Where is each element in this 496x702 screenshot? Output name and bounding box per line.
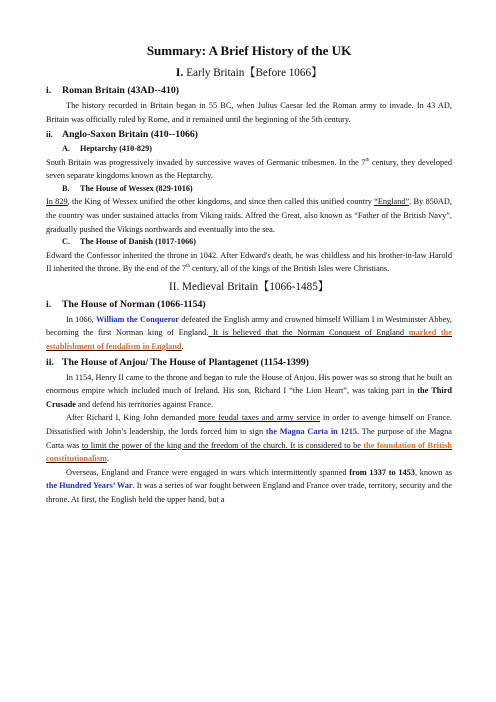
subsection-letter: A.	[62, 144, 70, 154]
section-title: The House of Norman (1066-1154)	[62, 298, 206, 310]
anjou-paragraph-3: Overseas, England and France were engaged in wars which intermittently spanned from 1337 to 1453, known as the Hundred Years’ War. It was a series of war fought between England and France over trade, territory, security and the throne. At first, the English held the upper hand, but a	[46, 467, 452, 504]
part-2-label: Medieval Britain【1066-1485】	[182, 280, 329, 293]
document-page	[46, 42, 452, 507]
section-norman-heading	[46, 297, 452, 312]
section-number: ii.	[46, 356, 54, 368]
section-title: The House of Anjou/ The House of Plantagenet (1154-1399)	[62, 356, 309, 368]
section-anjou-heading	[46, 355, 452, 370]
anjou-paragraph-2: After Richard I, King John demanded more feudal taxes and army service in order to avenge himself on France. Dissatisfied with John’s leadership, the lords forced him to sign the Magna Carta in 1215. The purpose of the Magna Carta was to limit the power of the king and the freedom of the church. It is considered to be the foundation of British constitutionalism.	[46, 413, 452, 464]
section-roman-britain-heading	[46, 83, 452, 98]
highlight-constitutionalism: the foundation of British constitutionalism	[46, 440, 452, 464]
highlight-magna-carta: the Magna Carta in 1215	[265, 427, 358, 436]
subsection-title: Heptarchy (410-829)	[80, 144, 152, 154]
danish-paragraph: Edward the Confessor inherited the throne in 1042. After Edward's death, he was childless and his brother-in-law Harold II inherited the throne. By the end of the 7th century, all of the kings of the British Isles were Christians.	[46, 250, 452, 274]
anjou-paragraph-1: In 1154, Henry II came to the throne and began to rule the House of Anjou. His power was so strong that he built an enormous empire which included much of Ireland. His son, Richard I “the Lion Heart”, was taking part in the Third Crusade and defend his territories against France.	[46, 372, 452, 409]
part-2-number: II.	[168, 280, 180, 293]
section-number: i.	[46, 298, 52, 310]
roman-britain-paragraph: The history recorded in Britain began in 55 BC, when Julius Caesar led the Roman army to invade. In 43 AD, Britain was officially ruled by Rome, and it remained until the beginning of the 5th century.	[46, 101, 452, 124]
part-1-number: I.	[175, 65, 184, 79]
subsection-wessex-heading	[62, 183, 452, 196]
part-2-heading	[46, 279, 452, 295]
subsection-title: The House of Wessex (829-1016)	[80, 183, 193, 193]
document-title: Summary: A Brief History of the UK	[146, 43, 352, 58]
section-number: i.	[46, 85, 52, 96]
subsection-letter: C.	[62, 237, 70, 247]
part-1-heading	[46, 64, 452, 81]
subsection-letter: B.	[62, 183, 70, 193]
section-title: Roman Britain (43AD--410)	[62, 85, 180, 96]
part-1-label: Early Britain【Before 1066】	[186, 67, 323, 79]
subsection-danish-heading	[62, 236, 452, 249]
highlight-hundred-years-war: the Hundred Years’ War	[46, 481, 133, 491]
highlight-feudalism: marked the establishment of feudalism in England	[46, 328, 452, 352]
norman-paragraph: In 1066, William the Conqueror defeated the English army and crowned himself William I in Westminster Abbey, becoming the first Norman king of England. It is believed that the Norman Conquest of England marked the establishment of feudalism in England.	[46, 314, 452, 352]
subsection-title: The House of Danish (1017-1066)	[80, 237, 196, 247]
subsection-heptarchy-heading	[62, 143, 452, 156]
heptarchy-paragraph: South Britain was progressively invaded by successive waves of Germanic tribesmen. In the 7th century, they developed seven separate kingdoms known as the Heptarchy.	[46, 157, 452, 181]
highlight-william: William the Conqueror	[96, 314, 179, 324]
section-title: Anglo-Saxon Britain (410--1066)	[62, 129, 199, 141]
wessex-paragraph: In 829, the King of Wessex unified the other kingdoms, and since then called this unified country “England”. By 850AD, the country was under sustained attacks from Viking raids. Alfred the Great, also known as “Father of the British Navy”, gradually pushed the Vikings northwards and eventually into the sea.	[46, 197, 452, 234]
section-number: ii.	[46, 129, 53, 140]
section-anglo-saxon-heading	[46, 127, 452, 142]
